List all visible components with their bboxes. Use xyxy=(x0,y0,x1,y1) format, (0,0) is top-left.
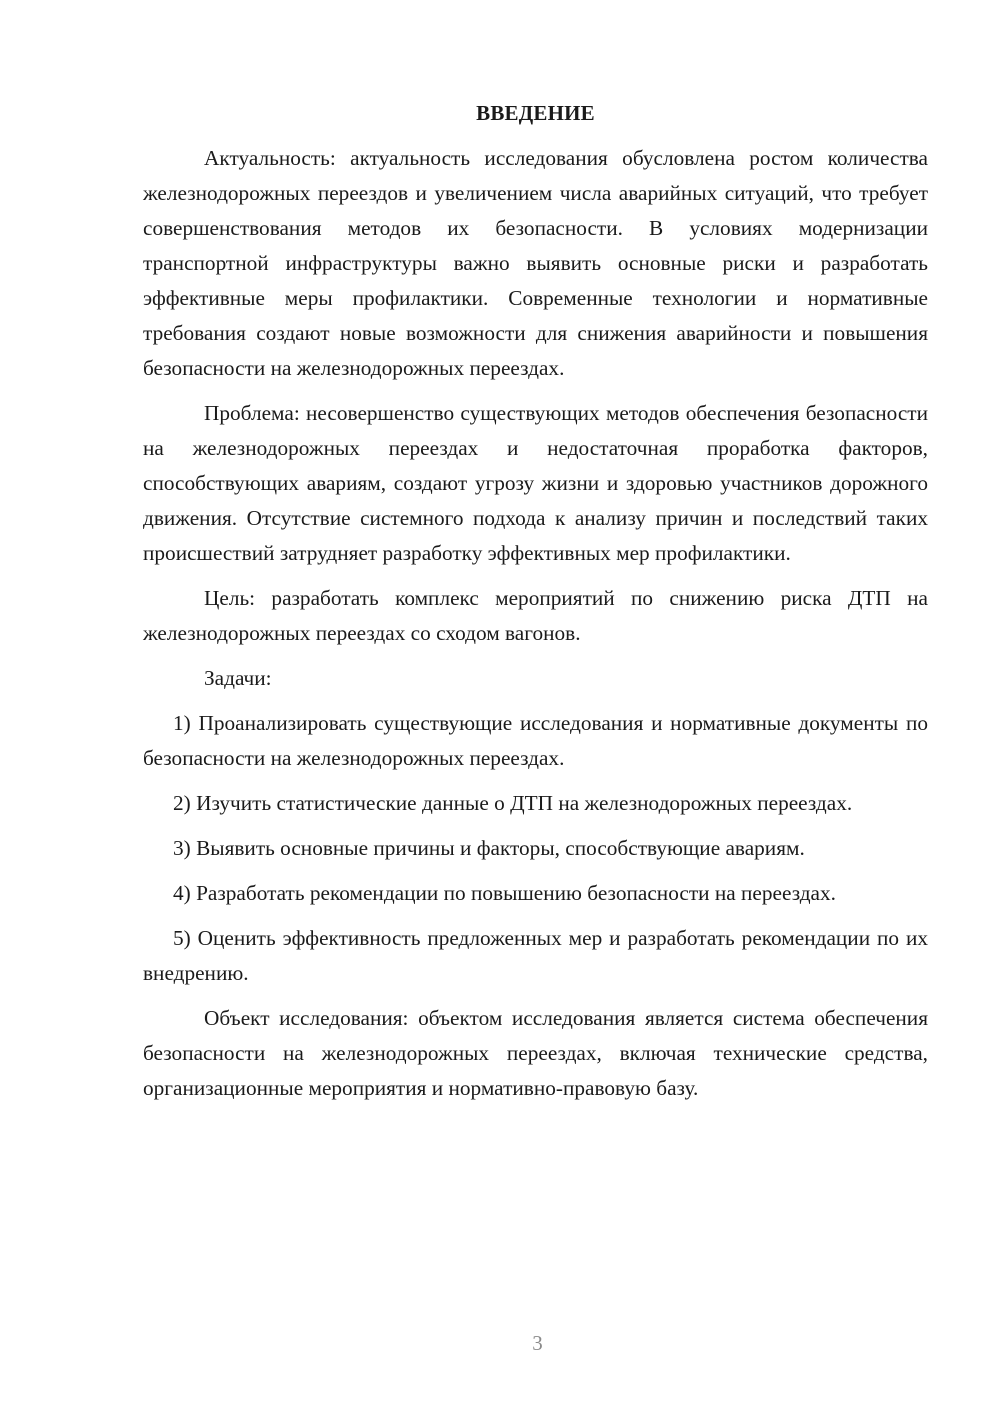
task-item: 5) Оценить эффективность предложенных мер и разработать рекомендации по их внедрению. xyxy=(143,926,928,985)
object-paragraph: Объект исследования: объектом исследования является система обеспечения безопасности на железнодорожных переездах, включая технические средства, организационные мероприятия и нормативно-правовую базу. xyxy=(143,1006,928,1100)
goal-paragraph: Цель: разработать комплекс мероприятий по снижению риска ДТП на железнодорожных переездах со сходом вагонов. xyxy=(143,586,928,645)
page-number: 3 xyxy=(532,1331,543,1355)
task-item: 4) Разработать рекомендации по повышению безопасности на переездах. xyxy=(173,881,836,905)
task-item: 1) Проанализировать существующие исследования и нормативные документы по безопасности на железнодорожных переездах. xyxy=(143,711,928,770)
task-item: 3) Выявить основные причины и факторы, способствующие авариям. xyxy=(173,836,805,860)
section-title: ВВЕДЕНИЕ xyxy=(476,101,595,125)
task-item: 2) Изучить статистические данные о ДТП на железнодорожных переездах. xyxy=(173,791,853,815)
tasks-list xyxy=(143,706,928,991)
problem-paragraph: Проблема: несовершенство существующих методов обеспечения безопасности на железнодорожных переездах и недостаточная проработка факторов, способствующих авариям, создают угрозу жизни и здоровью участников дорожного движения. Отсутствие системного подхода к анализу причин и последствий таких происшествий затрудняет разработку эффективных мер профилактики. xyxy=(143,401,928,565)
relevance-paragraph: Актуальность: актуальность исследования обусловлена ростом количества железнодорожных переездов и увеличением числа аварийных ситуаций, что требует совершенствования методов их безопасности. В условиях модернизации транспортной инфраструктуры важно выявить основные риски и разработать эффективные меры профилактики. Современные технологии и нормативные требования создают новые возможности для снижения аварийности и повышения безопасности на железнодорожных переездах. xyxy=(143,146,928,380)
page-content xyxy=(143,96,928,1116)
tasks-label: Задачи: xyxy=(204,666,272,690)
